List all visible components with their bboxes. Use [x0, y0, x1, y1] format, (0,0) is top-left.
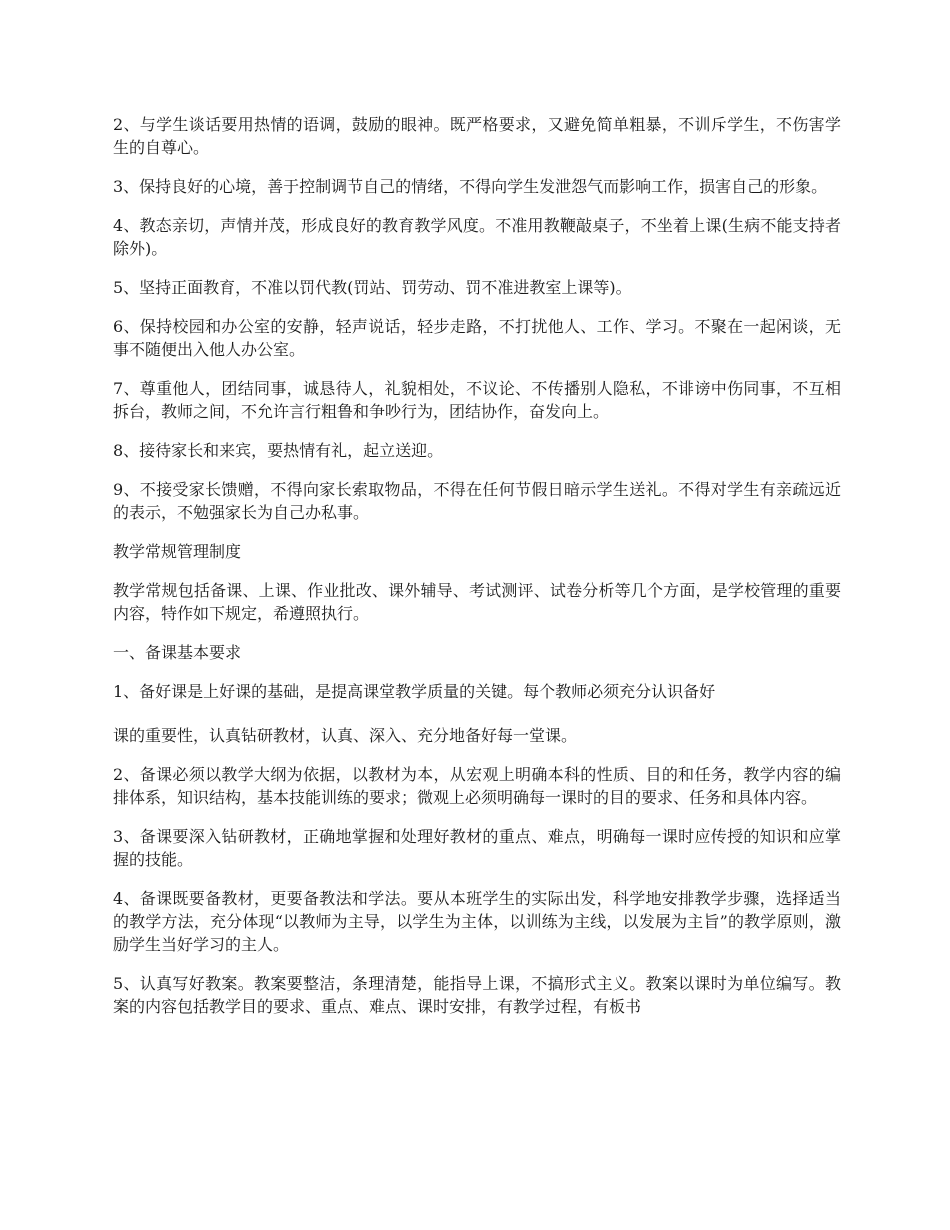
prep-item-2: 2、备课必须以教学大纲为依据，以教材为本，从宏观上明确本科的性质、目的和任务，教学内容的编排体系，知识结构，基本技能训练的要求；微观上必须明确每一课时的目的要求、任务和具体内容。 — [113, 765, 841, 807]
paragraph-item-3: 3、保持良好的心境，善于控制调节自己的情绪，不得向学生发泄怨气而影响工作，损害自己的形象。 — [113, 177, 828, 196]
paragraph-item-8: 8、接待家长和来宾，要热情有礼，起立送迎。 — [113, 441, 444, 460]
paragraph-item-4: 4、教态亲切，声情并茂，形成良好的教育教学风度。不准用教鞭敲桌子，不坐着上课(生病不能支持者除外)。 — [113, 216, 841, 258]
paragraph-item-2: 2、与学生谈话要用热情的语调，鼓励的眼神。既严格要求，又避免简单粗暴，不训斥学生，不伤害学生的自尊心。 — [113, 115, 841, 157]
intro-paragraph: 教学常规包括备课、上课、作业批改、课外辅导、考试测评、试卷分析等几个方面，是学校管理的重要内容，特作如下规定，希遵照执行。 — [113, 581, 841, 623]
paragraph-item-9: 9、不接受家长馈赠，不得向家长索取物品，不得在任何节假日暗示学生送礼。不得对学生有亲疏远近的表示，不勉强家长为自己办私事。 — [113, 480, 841, 522]
paragraph-item-6: 6、保持校园和办公室的安静，轻声说话，轻步走路，不打扰他人、工作、学习。不聚在一起闲谈，无事不随便出入他人办公室。 — [113, 317, 841, 359]
paragraph-item-7: 7、尊重他人，团结同事，诚恳待人，礼貌相处，不议论、不传播别人隐私，不诽谤中伤同事，不互相拆台，教师之间，不允许言行粗鲁和争吵行为，团结协作，奋发向上。 — [113, 379, 841, 421]
prep-item-1-line-2: 课的重要性，认真钻研教材，认真、深入、充分地备好每一堂课。 — [113, 726, 578, 745]
prep-item-5: 5、认真写好教案。教案要整洁，条理清楚，能指导上课，不搞形式主义。教案以课时为单位编写。教案的内容包括教学目的要求、重点、难点、课时安排，有教学过程，有板书 — [113, 974, 841, 1016]
document-page — [113, 113, 841, 1034]
prep-item-1-line-1: 1、备好课是上好课的基础，是提高课堂教学质量的关键。每个教师必须充分认识备好 — [113, 682, 716, 701]
paragraph-item-5: 5、坚持正面教育，不准以罚代教(罚站、罚劳动、罚不准进教室上课等)。 — [113, 278, 632, 297]
prep-item-3: 3、备课要深入钻研教材，正确地掌握和处理好教材的重点、难点，明确每一课时应传授的知识和应掌握的技能。 — [113, 827, 841, 869]
subheading-lesson-prep: 一、备课基本要求 — [113, 643, 242, 662]
prep-item-4: 4、备课既要备教材，更要备教法和学法。要从本班学生的实际出发，科学地安排教学步骤，选择适当的教学方法，充分体现“以教师为主导，以学生为主体，以训练为主线，以发展为主旨”的教学原则，激励学生当好学习的主人。 — [113, 889, 841, 954]
section-heading-teaching-rules: 教学常规管理制度 — [113, 542, 242, 561]
